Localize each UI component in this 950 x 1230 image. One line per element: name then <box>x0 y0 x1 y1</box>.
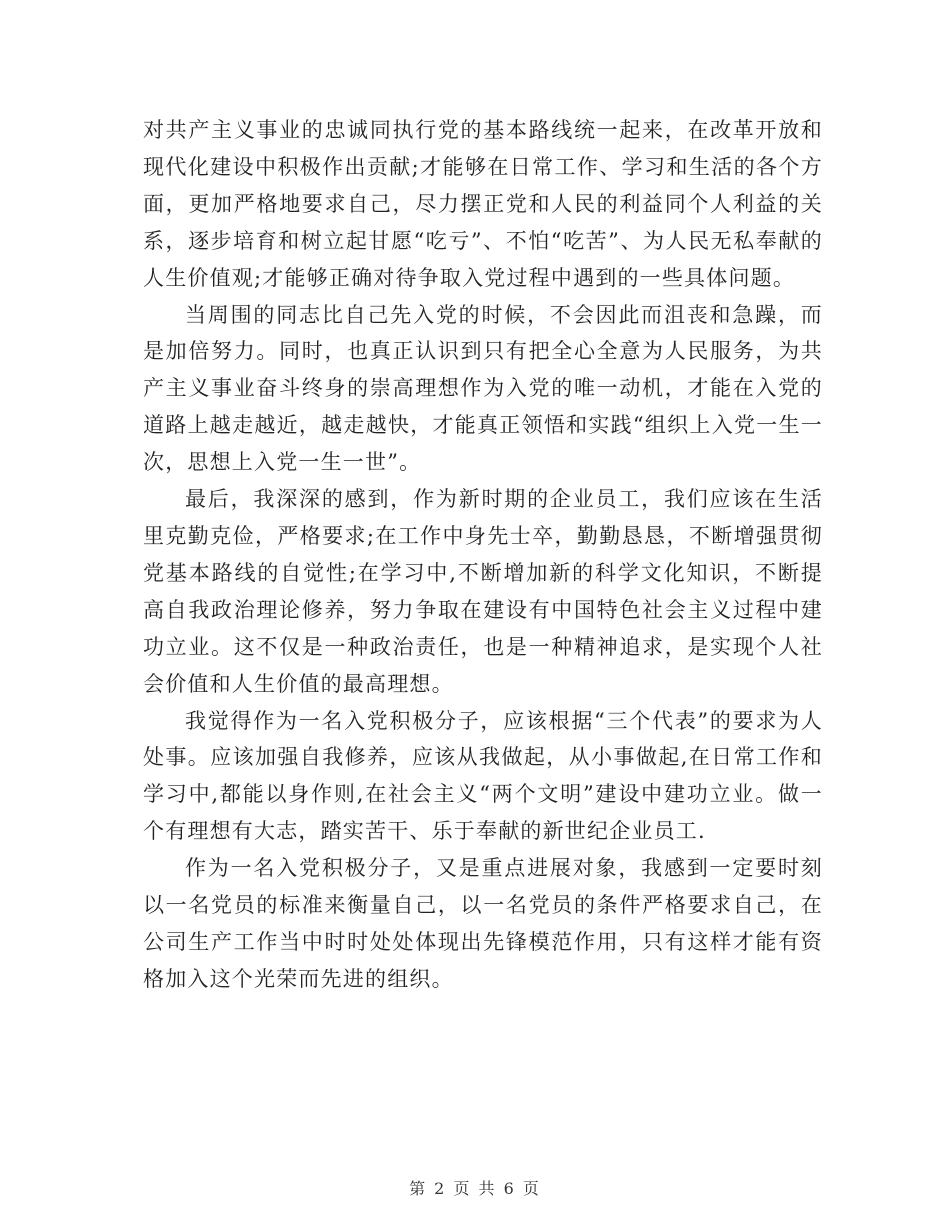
document-body <box>143 112 823 998</box>
paragraph-5: 作为一名入党积极分子，又是重点进展对象，我感到一定要时刻以一名党员的标准来衡量自己，以一名党员的条件严格要求自己，在公司生产工作当中时时处处体现出先锋模范作用，只有这样才能有资格加入这个光荣而先进的组织。 <box>143 856 823 991</box>
paragraph-2: 当周围的同志比自己先入党的时候，不会因此而沮丧和急躁，而是加倍努力。同时，也真正认识到只有把全心全意为人民服务，为共产主义事业奋斗终身的崇高理想作为入党的唯一动机，才能在入党的道路上越走越近，越走越快，才能真正领悟和实践“组织上入党一生一次，思想上入党一生一世”。 <box>143 302 823 475</box>
paragraph-4: 我觉得作为一名入党积极分子，应该根据“三个代表”的要求为人处事。应该加强自我修养，应该从我做起，从小事做起,在日常工作和学习中,都能以身作则,在社会主义“两个文明”建设中建功立业。做一个有理想有大志，踏实苦干、乐于奉献的新世纪企业员工. <box>143 708 823 844</box>
paragraph-3: 最后，我深深的感到，作为新时期的企业员工，我们应该在生活里克勤克俭，严格要求;在工作中身先士卒，勤勤恳恳，不断增强贯彻党基本路线的自觉性;在学习中,不断增加新的科学文化知识，不断提高自我政治理论修养，努力争取在建设有中国特色社会主义过程中建功立业。这不仅是一种政治责任，也是一种精神追求，是实现个人社会价值和人生价值的最高理想。 <box>143 487 823 696</box>
paragraph-1: 对共产主义事业的忠诚同执行党的基本路线统一起来，在改革开放和现代化建设中积极作出贡献;才能够在日常工作、学习和生活的各个方面，更加严格地要求自己，尽力摆正党和人民的利益同个人利益的关系，逐步培育和树立起甘愿“吃亏”、不怕“吃苦”、为人民无私奉献的人生价值观;才能够正确对待争取入党过程中遇到的一些具体问题。 <box>143 118 823 290</box>
page-number-footer: 第 2 页 共 6 页 <box>409 1179 541 1198</box>
